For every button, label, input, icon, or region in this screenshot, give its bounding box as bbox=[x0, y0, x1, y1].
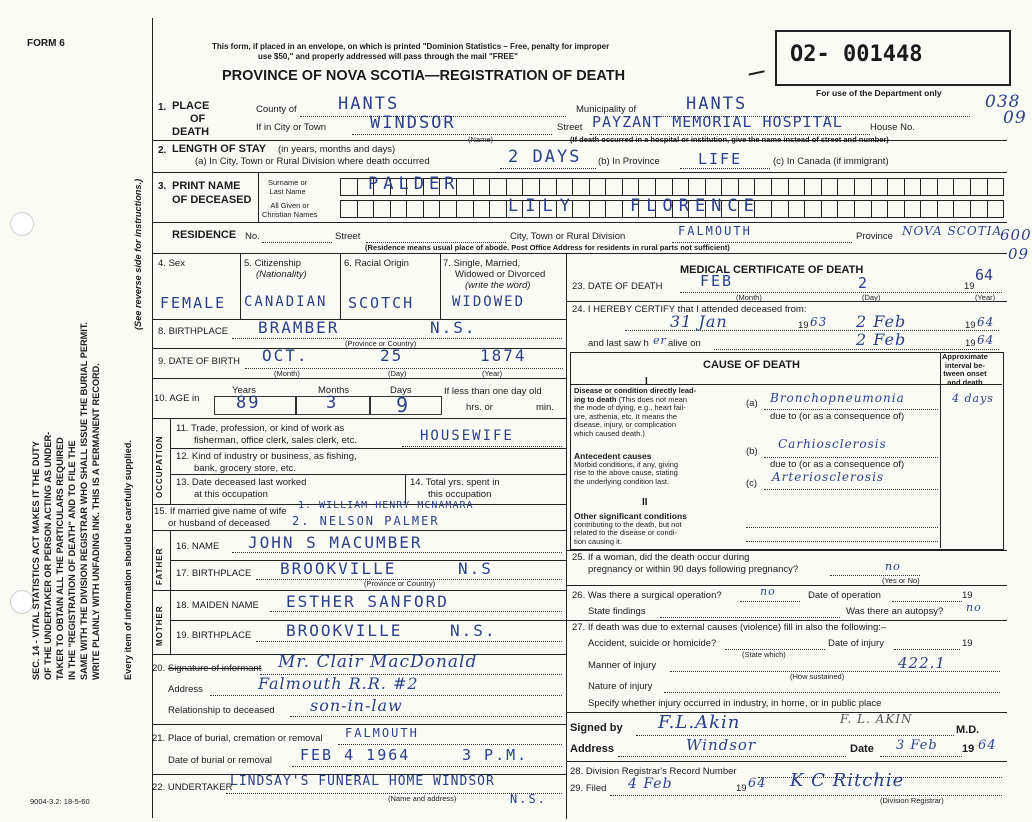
filed-year: 64 bbox=[748, 776, 767, 791]
burial-time: 3 P.M. bbox=[462, 746, 529, 764]
death-month: FEB bbox=[700, 272, 734, 290]
sign-date: 3 Feb bbox=[896, 738, 938, 753]
q26-value: no bbox=[760, 585, 776, 598]
trade-value: HOUSEWIFE bbox=[420, 428, 514, 444]
age-months-label: Months bbox=[318, 385, 350, 396]
informant-address-label: Address bbox=[168, 684, 203, 695]
dob-month-note: (Month) bbox=[274, 369, 300, 378]
q25-yesno: (Yes or No) bbox=[882, 576, 920, 585]
q26-autopsy-value: no bbox=[966, 601, 982, 614]
dob-month: OCT. bbox=[262, 346, 309, 365]
q27-date-line bbox=[894, 649, 960, 650]
death-date-line bbox=[680, 292, 1002, 293]
cause-a-interval: 4 days bbox=[952, 392, 994, 405]
q27-code: 422.1 bbox=[898, 654, 946, 672]
other-line-1 bbox=[746, 527, 938, 528]
birthplace-value: BRAMBER bbox=[258, 318, 340, 337]
informant-signature: Mr. Clair MacDonald bbox=[278, 652, 478, 672]
spouse-1: 1. WILLIAM HENRY MCNAMARA bbox=[298, 500, 474, 511]
med-rule-2 bbox=[566, 550, 1007, 551]
hrs-label: hrs. or bbox=[466, 402, 493, 413]
burial-place-line bbox=[338, 744, 562, 745]
rule-14 bbox=[152, 590, 566, 591]
rule-2 bbox=[152, 172, 1007, 173]
undertaker-note: (Name and address) bbox=[388, 794, 457, 803]
attended-from: 31 Jan bbox=[670, 312, 728, 331]
attended-to: 2 Feb bbox=[856, 312, 907, 331]
filed-date: 4 Feb bbox=[628, 776, 673, 792]
dob-day: 25 bbox=[380, 346, 404, 365]
informant-label: 20. Signature of informant bbox=[152, 663, 262, 674]
place-name-note: (Name) bbox=[468, 135, 494, 144]
q27-which-note: (State which) bbox=[742, 650, 786, 659]
residence-label: RESIDENCE bbox=[172, 229, 237, 241]
maiden-label: 18. MAIDEN NAME bbox=[176, 600, 259, 611]
dept-code-1: 038 bbox=[985, 92, 1021, 112]
given-value-1: LILY bbox=[508, 196, 577, 216]
punch-hole-top bbox=[10, 212, 34, 236]
cause-a-due: due to (or as a consequence of) bbox=[770, 411, 905, 422]
sex-label: 4. Sex bbox=[158, 258, 185, 269]
rule-3 bbox=[152, 222, 1007, 223]
father-name-line bbox=[232, 552, 562, 553]
q27-nature-line bbox=[664, 692, 1000, 693]
burial-date-line bbox=[292, 766, 562, 767]
sign-address-line bbox=[618, 756, 846, 757]
cause-header-rule bbox=[570, 384, 1002, 385]
residence-city-label: City, Town or Rural Division bbox=[510, 231, 626, 242]
sign-date-19: 19 bbox=[962, 743, 975, 755]
death-day: 2 bbox=[858, 274, 870, 292]
age-years: 89 bbox=[236, 393, 261, 413]
residence-province-label: Province bbox=[856, 231, 893, 242]
dept-code-4: 09 bbox=[1008, 245, 1030, 263]
attended-from-19: 19 bbox=[798, 320, 809, 331]
undertaker-label: 22. UNDERTAKER bbox=[152, 782, 233, 793]
disease-label: Disease or condition directly lead- ing to death (This does not mean the mode of dying, e.g., heart fail- ure, asthenia, etc. It means the disease, injury, or complication which caused death.) bbox=[574, 386, 697, 438]
burial-place: FALMOUTH bbox=[345, 726, 419, 740]
physician-signature: F.L.Akin bbox=[658, 712, 741, 733]
street-label: Street bbox=[557, 122, 583, 133]
less-than-day-label: If less than one day old bbox=[444, 386, 542, 397]
certify-label: 24. I HEREBY CERTIFY that I attended deceased from: bbox=[572, 304, 807, 315]
mother-bp-label: 19. BIRTHPLACE bbox=[176, 630, 252, 641]
dob-day-note: (Day) bbox=[388, 369, 407, 378]
stay-a-label: (a) In City, Town or Rural Division where death occurred bbox=[195, 156, 430, 167]
age-months: 3 bbox=[326, 393, 339, 413]
undertaker-value: LINDSAY'S FUNERAL HOME WINDSOR bbox=[230, 774, 495, 789]
q26-findings-label: State findings bbox=[588, 606, 646, 617]
q26-date-label: Date of operation bbox=[808, 590, 881, 601]
stay-a-line bbox=[500, 168, 596, 169]
residence-street-label: Street bbox=[335, 231, 361, 242]
residence-no-line bbox=[262, 242, 332, 243]
deceased-label: PRINT NAME OF DECEASED bbox=[172, 180, 252, 206]
last-seen-year: 64 bbox=[977, 333, 995, 347]
father-bp-label: 17. BIRTHPLACE bbox=[176, 568, 252, 579]
city-line bbox=[352, 134, 552, 135]
q27-how-note: (How sustained) bbox=[790, 672, 845, 681]
stay-label: LENGTH OF STAY bbox=[172, 143, 267, 155]
attended-from-year: 63 bbox=[810, 315, 828, 329]
citizenship-label: 5. Citizenship (Nationality) bbox=[244, 258, 307, 280]
last-seen-label: and last saw h bbox=[588, 338, 649, 349]
residence-city-value: FALMOUTH bbox=[678, 224, 752, 238]
place-label: PLACE OF DEATH bbox=[172, 100, 210, 138]
rule-5 bbox=[152, 319, 566, 320]
sidebar-careful-note: Every item of information should be carefully supplied. bbox=[123, 440, 133, 680]
dept-code-2: 09 bbox=[1003, 108, 1027, 128]
interval-label: Approximate interval be- tween onset and death bbox=[942, 352, 988, 387]
death-month-note: (Month) bbox=[736, 293, 762, 302]
age-years-label: Years bbox=[232, 385, 256, 396]
dob-year-note: (Year) bbox=[482, 369, 503, 378]
rule-7 bbox=[152, 378, 566, 379]
dept-use-label: For use of the Department only bbox=[816, 88, 942, 98]
city-value: WINDSOR bbox=[370, 113, 456, 133]
last-seen-line bbox=[714, 349, 999, 350]
attended-to-19: 19 bbox=[965, 320, 976, 331]
surname-label: Surname or Last Name bbox=[268, 178, 308, 196]
q26-findings-line bbox=[660, 617, 840, 618]
last-seen-19: 19 bbox=[965, 338, 976, 349]
mother-bp: BROOKVILLE bbox=[286, 621, 403, 640]
mother-bp-line bbox=[256, 641, 562, 642]
marital-value: WIDOWED bbox=[452, 294, 526, 310]
pers-div-3 bbox=[440, 253, 441, 319]
rule-17 bbox=[152, 724, 566, 725]
father-name-label: 16. NAME bbox=[176, 541, 220, 552]
age-days: 9 bbox=[396, 393, 411, 417]
last-worked-label: 13. Date deceased last worked at this occupation bbox=[176, 477, 307, 500]
cause-roman-1: I bbox=[645, 376, 648, 387]
rule-12 bbox=[152, 530, 566, 531]
cause-b-value: Carhiosclerosis bbox=[778, 437, 887, 451]
form-number: FORM 6 bbox=[27, 38, 65, 49]
q27-manner-label: Manner of injury bbox=[588, 660, 657, 671]
father-name: JOHN S MACUMBER bbox=[248, 533, 423, 552]
medical-title: MEDICAL CERTIFICATE OF DEATH bbox=[680, 264, 864, 276]
spouse-label: 15. If married give name of wife or husband of deceased bbox=[154, 506, 287, 529]
rule-4 bbox=[152, 253, 1007, 254]
occupation-side-label: OCCUPATION bbox=[155, 435, 164, 498]
father-bp-2: N.S bbox=[458, 559, 493, 578]
form-footer-code: 9004-3.2: 18-5-60 bbox=[30, 797, 90, 806]
racial-label: 6. Racial Origin bbox=[344, 258, 409, 269]
maiden-line bbox=[270, 611, 562, 612]
stay-c-label: (c) In Canada (if immigrant) bbox=[773, 156, 889, 167]
q27-nature-label: Nature of injury bbox=[588, 681, 653, 692]
houseno-label: House No. bbox=[870, 122, 915, 133]
stay-b-label: (b) In Province bbox=[598, 156, 660, 167]
q25-value: no bbox=[885, 560, 901, 573]
father-side-label: FATHER bbox=[155, 547, 164, 585]
given-value-2: FLORENCE bbox=[630, 196, 760, 216]
antecedent-label: Antecedent causes Morbid conditions, if any, giving rise to the above cause, stating the underlying condition last. bbox=[574, 451, 679, 486]
q27-label: 27. If death was due to external causes (violence) fill in also the following:– bbox=[572, 622, 887, 633]
birthplace-note: (Province or Country) bbox=[345, 339, 417, 348]
father-prov-note: (Province or Country) bbox=[364, 579, 436, 588]
sign-address-label: Address bbox=[570, 743, 615, 755]
q27-accident-label: Accident, suicide or homicide? bbox=[588, 638, 717, 649]
rule-10 bbox=[170, 474, 566, 475]
cause-a-value: Bronchopneumonia bbox=[770, 391, 905, 405]
q27-19: 19 bbox=[962, 638, 973, 649]
attended-to-year: 64 bbox=[977, 315, 995, 329]
relationship-value: son-in-law bbox=[310, 696, 403, 715]
physician-name: F. L. AKIN bbox=[840, 712, 913, 726]
cause-c-value: Arteriosclerosis bbox=[772, 470, 885, 484]
relationship-label: Relationship to deceased bbox=[168, 705, 275, 716]
sign-date-label: Date bbox=[850, 743, 874, 755]
signed-by-line bbox=[636, 735, 954, 736]
industry-label: 12. Kind of industry or business, as fishing, bank, grocery store, etc. bbox=[176, 451, 357, 474]
other-conditions-label: Other significant conditions contributing to the death, but not related to the disease or condi- tion causing it. bbox=[574, 511, 687, 546]
q27-date-label: Date of injury bbox=[828, 638, 884, 649]
num-2: 2. bbox=[158, 145, 167, 156]
death-year-prefix: 19 bbox=[964, 281, 975, 292]
q26-date-line bbox=[892, 601, 962, 602]
dob-year: 1874 bbox=[480, 346, 527, 365]
mother-side-label: MOTHER bbox=[155, 605, 164, 646]
pers-div-2 bbox=[340, 253, 341, 319]
cause-roman-2: II bbox=[642, 497, 648, 508]
cause-interval-divider bbox=[940, 352, 941, 548]
cause-a-line bbox=[764, 409, 938, 410]
q27-specify-label: Specify whether injury occurred in industry, in home, or in public place bbox=[588, 698, 882, 709]
total-years-label: 14. Total yrs. spent in this occupation bbox=[410, 477, 500, 500]
county-value: HANTS bbox=[338, 94, 400, 114]
spouse-2: 2. NELSON PALMER bbox=[292, 514, 440, 528]
col-divider bbox=[566, 253, 567, 819]
pers-div-1 bbox=[240, 253, 241, 319]
q26-label: 26. Was there a surgical operation? bbox=[572, 590, 722, 601]
relationship-line bbox=[290, 716, 562, 717]
burial-date: FEB 4 1964 bbox=[300, 746, 411, 764]
rule-9 bbox=[170, 448, 566, 449]
q26-autopsy-label: Was there an autopsy? bbox=[846, 606, 944, 617]
q28-label: 28. Division Registrar's Record Number bbox=[570, 766, 737, 777]
q26-line bbox=[740, 601, 800, 602]
cause-title: CAUSE OF DEATH bbox=[703, 359, 800, 371]
md-label: M.D. bbox=[956, 724, 980, 736]
sign-date-year: 64 bbox=[978, 738, 997, 753]
other-line-2 bbox=[746, 541, 938, 542]
maiden-name: ESTHER SANFORD bbox=[286, 592, 449, 611]
registration-number: O2- 001448 bbox=[790, 42, 923, 67]
death-year-note: (Year) bbox=[975, 293, 996, 302]
burial-date-label: Date of burial or removal bbox=[168, 755, 273, 766]
cause-c-label: (c) bbox=[746, 478, 758, 489]
street-value: PAYZANT MEMORIAL HOSPITAL bbox=[592, 113, 843, 131]
residence-note: (Residence means usual place of abode. Post Office Address for residents in rural parts not sufficient) bbox=[365, 243, 730, 252]
registrar-signature: K C Ritchie bbox=[790, 770, 905, 791]
med-rule-6 bbox=[566, 761, 1007, 762]
q26-19: 19 bbox=[962, 590, 973, 601]
racial-value: SCOTCH bbox=[348, 294, 415, 312]
last-seen-pronoun: er bbox=[653, 334, 667, 347]
cause-c-line bbox=[764, 489, 938, 490]
med-rule-1 bbox=[566, 301, 1007, 302]
sex-value: FEMALE bbox=[160, 294, 227, 312]
county-label: County of bbox=[256, 104, 297, 115]
registrar-note: (Division Registrar) bbox=[880, 796, 944, 805]
stay-a-value: 2 DAYS bbox=[508, 147, 582, 167]
deceased-divider bbox=[258, 172, 259, 222]
check-mark bbox=[747, 64, 764, 75]
filed-19: 19 bbox=[736, 783, 747, 794]
surname-value: PALDER bbox=[368, 174, 460, 194]
death-day-note: (Day) bbox=[862, 293, 881, 302]
stay-b-value: LIFE bbox=[698, 150, 743, 168]
form-title: PROVINCE OF NOVA SCOTIA—REGISTRATION OF DEATH bbox=[222, 68, 626, 84]
birthplace-label: 8. BIRTHPLACE bbox=[158, 326, 229, 337]
num-1: 1. bbox=[158, 102, 167, 113]
municipality-label: Municipality of bbox=[576, 104, 637, 115]
cause-b-due: due to (or as a consequence of) bbox=[770, 459, 905, 470]
parent-side-line bbox=[170, 530, 171, 654]
municipality-value: HANTS bbox=[686, 94, 748, 114]
med-rule-4 bbox=[566, 620, 1007, 621]
hospital-note: (If death occurred in a hospital or institution, give the name instead of street and number) bbox=[570, 135, 889, 144]
sign-address: Windsor bbox=[686, 736, 757, 754]
cause-a-label: (a) bbox=[746, 398, 758, 409]
age-days-label: Days bbox=[390, 385, 412, 396]
death-date-label: 23. DATE OF DEATH bbox=[572, 281, 663, 292]
sidebar-instructions: SEC. 14 - VITAL STATISTICS ACT MAKES IT THE DUTY OF THE UNDERTAKER OR PERSON ACTING AS UNDER- TAKER TO OBTAIN ALL THE PARTICULARS REQUIRED IN THE "REGISTRATION OF DEATH" AND TO FILE THE SAME WITH THE DIVISION REGISTRAR WHO SHALL ISSUE THE BURIAL PERMIT. WRITE PLAINLY WITH UNFADING INK. THIS IS A PERMANENT RECORD. bbox=[31, 322, 101, 680]
age-label: 10. AGE in bbox=[154, 393, 200, 404]
sign-date-line bbox=[880, 756, 962, 757]
burial-place-label: 21. Place of burial, cremation or removal bbox=[152, 733, 323, 744]
death-year: 64 bbox=[975, 266, 994, 284]
trade-line bbox=[402, 446, 562, 447]
rule-8 bbox=[152, 418, 566, 419]
dept-code-3: 600 bbox=[1000, 226, 1032, 244]
stay-label-2: (in years, months and days) bbox=[278, 144, 396, 155]
mother-bp-2: N.S. bbox=[450, 621, 497, 640]
envelope-note-2: use $50," and properly addressed will pass through the mail "FREE" bbox=[258, 52, 518, 61]
residence-no-label: No. bbox=[245, 231, 260, 242]
trade-label: 11. Trade, profession, or kind of work as fisherman, office clerk, sales clerk, etc. bbox=[176, 423, 357, 446]
med-rule-3 bbox=[566, 585, 1007, 586]
given-label: All Given or Christian Names bbox=[262, 201, 318, 219]
num-3: 3. bbox=[158, 181, 167, 192]
envelope-note-1: This form, if placed in an envelope, on which is printed "Dominion Statistics – Free, penalty for improper bbox=[212, 42, 610, 51]
stay-b-line bbox=[680, 168, 770, 169]
med-rule-5 bbox=[566, 712, 1007, 713]
cause-b-line bbox=[764, 457, 938, 458]
citizenship-value: CANADIAN bbox=[244, 294, 328, 310]
birthplace-value-2: N.S. bbox=[430, 318, 477, 337]
sidebar-reverse-note: (See reverse side for instructions.) bbox=[133, 178, 143, 330]
occ-side-line bbox=[170, 418, 171, 504]
last-seen-date: 2 Feb bbox=[856, 330, 907, 349]
undertaker-value-2: N.S. bbox=[510, 792, 547, 806]
signed-by-label: Signed by bbox=[570, 722, 623, 734]
father-bp: BROOKVILLE bbox=[280, 559, 397, 578]
min-label: min. bbox=[536, 402, 554, 413]
residence-province-value: NOVA SCOTIA bbox=[902, 224, 1003, 238]
last-seen-label-2: alive on bbox=[668, 338, 701, 349]
dob-label: 9. DATE OF BIRTH bbox=[158, 356, 241, 367]
q29-label: 29. Filed bbox=[570, 783, 607, 794]
city-label: If in City or Town bbox=[256, 122, 327, 133]
cause-b-label: (b) bbox=[746, 446, 758, 457]
informant-address: Falmouth R.R. #2 bbox=[258, 674, 419, 693]
marital-label: 7. Single, Married, Widowed or Divorced (write the word) bbox=[443, 258, 546, 291]
q25-label: 25. If a woman, did the death occur during pregnancy or within 90 days following pregnancy? bbox=[572, 552, 799, 575]
